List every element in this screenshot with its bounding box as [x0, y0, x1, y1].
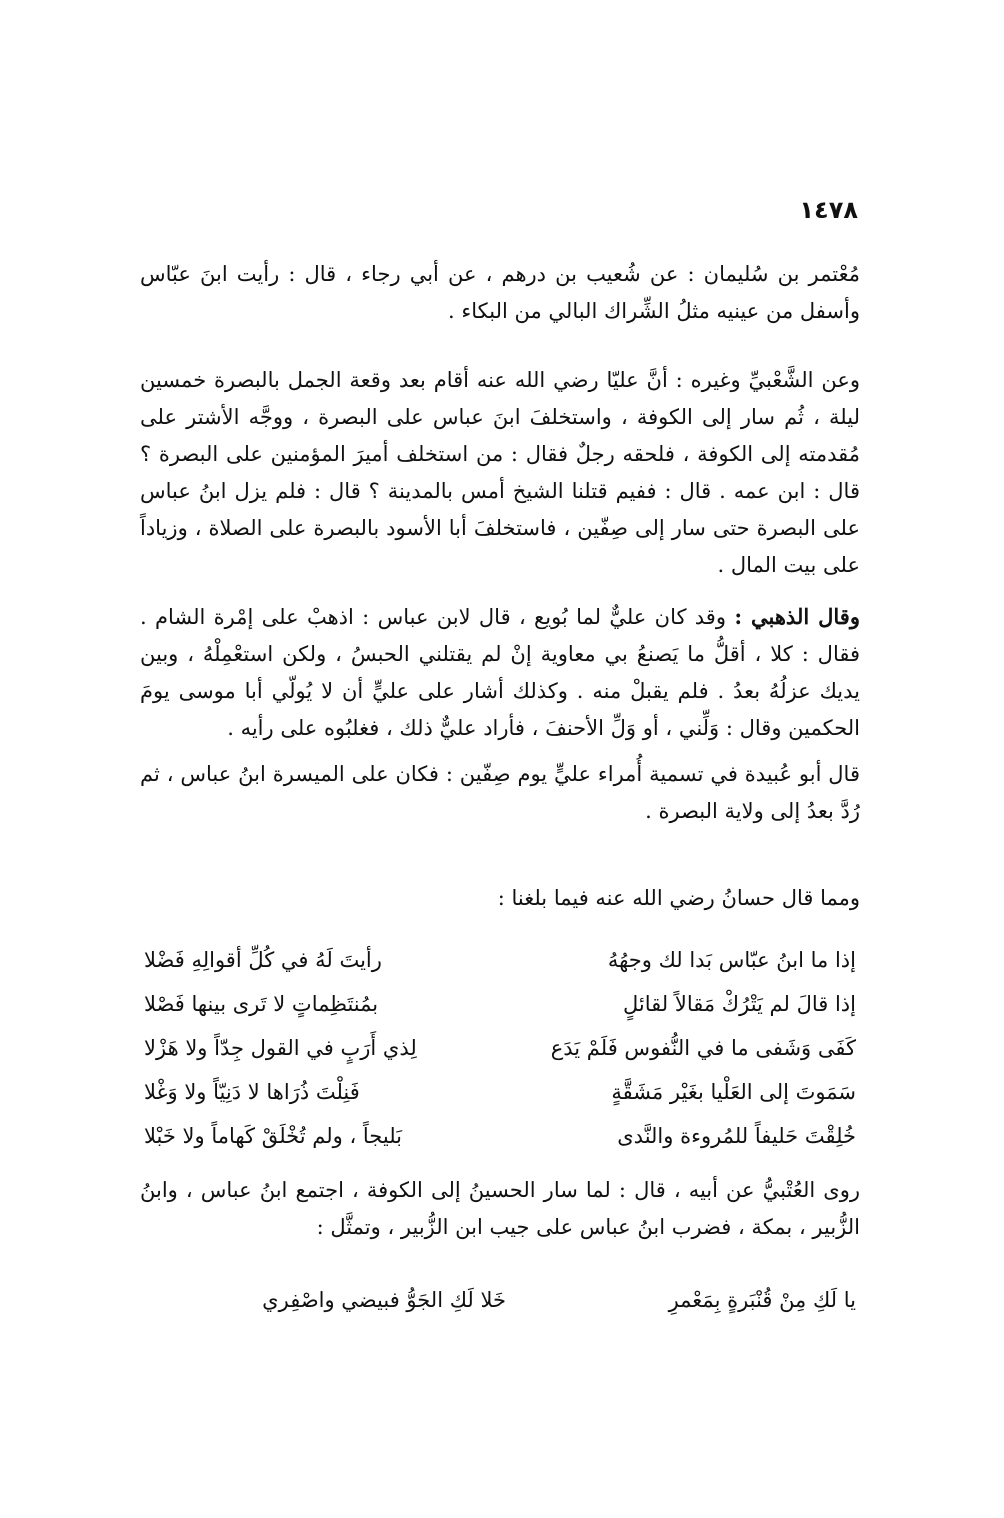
final-verse-first-hemistich: يا لَكِ مِنْ قُنْبَرةٍ بِمَعْمرِ: [668, 1288, 856, 1312]
verse-1-second-hemistich: رأيتَ لَهُ في كُلِّ أقوالِهِ فَضْلا: [144, 948, 382, 972]
verse: [144, 1026, 856, 1070]
verse-3-second-hemistich: لِذي أَرَبٍ في القول جِدّاً ولا هَزْلا: [144, 1036, 417, 1060]
poem: [144, 938, 856, 1158]
paragraph-5-text: روى العُتْبيُّ عن أبيه ، قال : لما سار الحسينُ إلى الكوفة ، اجتمع ابنُ عباس ، وابنُ الزُّبير ، بمكة ، فضرب ابنُ عباس على جيب ابن الزُّبير ، وتمثَّل :: [140, 1178, 860, 1239]
paragraph-1-text: مُعْتمر بن سُليمان : عن شُعيب بن درهم ، عن أبي رجاء ، قال : رأيت ابنَ عبّاس وأسفل من عينيه مثلُ الشِّراك البالي من البكاء .: [140, 262, 860, 323]
verse: [144, 982, 856, 1026]
verse-2-first-hemistich: إذا قالَ لم يَتْرُكْ مَقالاً لقائلٍ: [623, 992, 856, 1016]
paragraph-2: [140, 362, 860, 584]
paragraph-3-lead: وقال الذهبي :: [734, 604, 860, 629]
paragraph-1: [140, 256, 860, 330]
page-number: ١٤٧٨: [799, 196, 858, 224]
final-verse: [144, 1278, 856, 1322]
poem-intro: ومما قال حسانُ رضي الله عنه فيما بلغنا :: [497, 886, 860, 910]
verse-4-first-hemistich: سَمَوتَ إلى العَلْيا بغَيْر مَشَقَّةٍ: [611, 1080, 856, 1104]
verse: [144, 1070, 856, 1114]
verse-4-second-hemistich: فَنِلْتَ ذُرَاها لا دَنِيّاً ولا وَغْلا: [144, 1080, 360, 1104]
verse-5-second-hemistich: بَليجاً ، ولم تُخْلَقْ كَهاماً ولا خَبْلا: [144, 1124, 402, 1148]
verse: [144, 1114, 856, 1158]
verse-1-first-hemistich: إذا ما ابنُ عبّاس بَدا لك وجهُهُ: [607, 948, 856, 972]
paragraph-5: [140, 1172, 860, 1246]
paragraph-4-text: قال أبو عُبيدة في تسمية أُمراء عليٍّ يوم صِفّين : فكان على الميسرة ابنُ عباس ، ثم رُدَّ بعدُ إلى ولاية البصرة .: [140, 762, 860, 823]
paragraph-2-text: وعن الشَّعْبيِّ وغيره : أنَّ عليّا رضي الله عنه أقام بعد وقعة الجمل بالبصرة خمسين ليلة ، ثُم سار إلى الكوفة ، واستخلفَ ابنَ عباس على البصرة ، ووجَّه الأشتر على مُقدمته إلى الكوفة ، فلحقه رجلٌ فقال : من استخلف أميرَ المؤمنين على البصرة ؟ قال : ابن عمه . قال : ففيم قتلنا الشيخ أمس بالمدينة ؟ قال : فلم يزل ابنُ عباس على البصرة حتى سار إلى صِفّين ، فاستخلفَ أبا الأسود بالبصرة على الصلاة ، وزياداً على بيت المال .: [140, 368, 860, 577]
verse: [144, 938, 856, 982]
final-verse-second-hemistich: خَلا لَكِ الجَوُّ فبيضي واصْفِري: [262, 1288, 506, 1312]
verse-2-second-hemistich: بمُنتَظِماتٍ لا تَرى بينها فَصْلا: [144, 992, 379, 1016]
final-verse-block: [144, 1278, 856, 1322]
paragraph-3: [140, 598, 860, 747]
paragraph-3-text: وقد كان عليٌّ لما بُويع ، قال لابن عباس : اذهبْ على إمْرة الشام . فقال : كلا ، أقلُّ ما يَصنعُ بي معاوية إنْ لم يقتلني الحبسُ ، ولكن استعْمِلْهُ ، وبين يديك عزلُهُ بعدُ . فلم يقبلْ منه . وكذلك أشار على عليٍّ أن لا يُولّي أبا موسى يومَ الحكمين وقال : وَلِّني ، أو وَلِّ الأحنفَ ، فأراد عليٌّ ذلك ، فغلبُوه على رأيه .: [140, 605, 860, 740]
paragraph-4: [140, 756, 860, 830]
verse-5-first-hemistich: خُلِقْتَ حَليفاً للمُروءة والنَّدى: [617, 1124, 856, 1148]
verse-3-first-hemistich: كَفَى وَشَفى ما في النُّفوس فَلَمْ يَدَع: [550, 1036, 856, 1060]
